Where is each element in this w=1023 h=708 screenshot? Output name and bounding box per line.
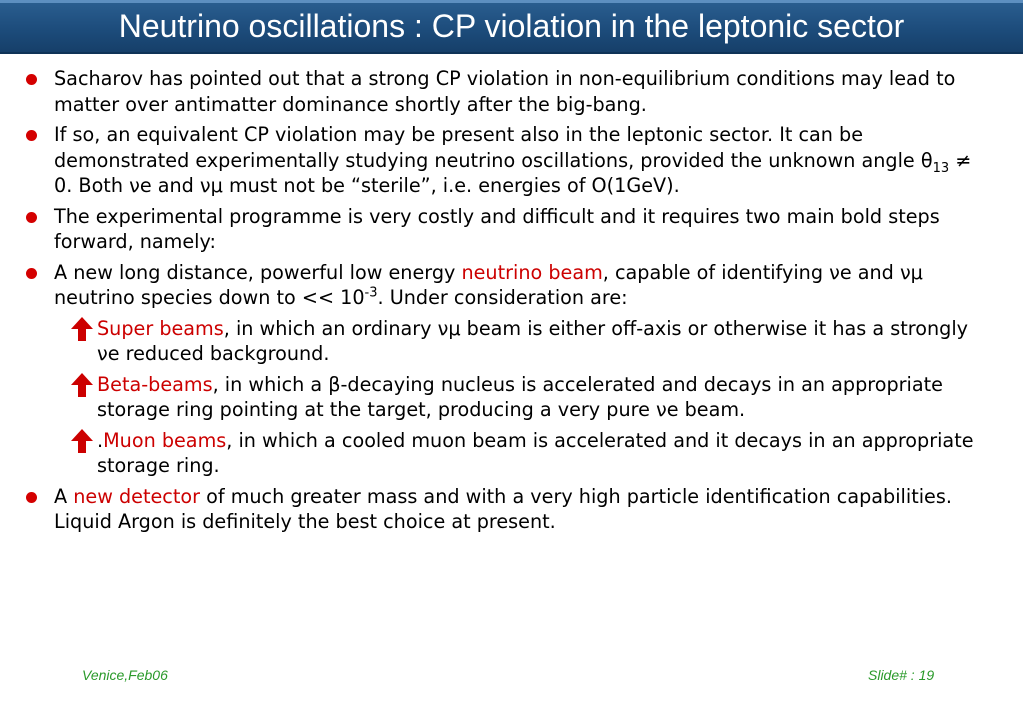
bullet-text: A new long distance, powerful low energy: [54, 260, 462, 284]
highlight-beta-beams: Beta-beams: [97, 372, 213, 396]
bullet-text: must not be “sterile”, i.e. energies of O(1GeV).: [222, 174, 680, 197]
title-bar: [0, 0, 1023, 54]
bullet-text: of much greater mass and with a very high particle identification capabilities. Liquid Argon is definitely the best choice at present.: [54, 484, 952, 533]
red-up-arrow-icon: [70, 372, 94, 398]
beta-symbol: β: [328, 372, 341, 396]
bullet-text: neutrino species down to << 10: [54, 286, 365, 309]
bullet-text: , capable of identifying: [602, 260, 830, 284]
sub-bullet-text: e reduced background.: [107, 342, 330, 365]
slide-content: [0, 66, 1023, 540]
bullet-dot-icon: [26, 268, 37, 279]
red-up-arrow-icon: [70, 316, 94, 342]
sub-bullet-text: e beam.: [666, 398, 746, 421]
sub-bullet-item: [0, 316, 1023, 367]
sub-bullet-text: , in which a: [212, 372, 329, 396]
bullet-text: Sacharov has pointed out that a strong CP violation in non-equilibrium conditions may lead to matter over antimatter dominance shortly after the big-bang.: [54, 67, 956, 116]
red-up-arrow-icon: [70, 428, 94, 454]
sub-bullet-text: .: [97, 428, 104, 452]
bullet-dot-icon: [26, 212, 37, 223]
footer-venue: Venice,Feb06: [82, 667, 168, 683]
theta-subscript: 13: [932, 160, 950, 176]
nu-mu-symbol: νμ: [199, 174, 223, 197]
sub-bullet-text: beam is either off-axis or otherwise it has a strongly: [460, 316, 969, 340]
sub-bullet-item: [0, 372, 1023, 423]
bullet-text: e and: [139, 174, 200, 197]
highlight-muon-beams: Muon beams: [103, 428, 227, 452]
slide-title: Neutrino oscillations : CP violation in the leptonic sector: [118, 8, 905, 44]
bullet-text: e and: [839, 260, 900, 284]
highlight-neutrino-beam: neutrino beam: [461, 260, 603, 284]
bullet-dot-icon: [26, 492, 37, 503]
nu-symbol: ν: [97, 342, 108, 365]
bullet-text: . Under consideration are:: [377, 286, 628, 309]
bullet-item: [0, 484, 1023, 535]
sub-bullet-text: -decaying nucleus is accelerated and decays in an appropriate storage ring pointing at the target, producing a very pure: [97, 372, 943, 421]
nu-mu-symbol: νμ: [899, 260, 923, 284]
bullet-text: If so, an equivalent CP violation may be present also in the leptonic sector. It can be demonstrated experimentally studying neutrino oscillations, provided the unknown angle: [54, 123, 921, 172]
bullet-item: [0, 66, 1023, 117]
nu-symbol: ν: [829, 260, 840, 284]
highlight-super-beams: Super beams: [97, 316, 224, 340]
bullet-dot-icon: [26, 74, 37, 85]
theta-symbol: θ: [920, 148, 933, 172]
nu-symbol: ν: [129, 174, 140, 197]
footer-slide-number: Slide# : 19: [868, 667, 935, 683]
nu-mu-symbol: νμ: [437, 316, 461, 340]
bullet-text: ≠ 0. Both: [54, 148, 972, 197]
nu-symbol: ν: [655, 398, 667, 421]
bullet-item: [0, 122, 1023, 199]
sub-bullet-text: , in which an ordinary: [223, 316, 438, 340]
sub-bullet-item: [0, 428, 1023, 479]
bullet-text: The experimental programme is very costly and difficult and it requires two main bold steps forward, namely:: [54, 204, 940, 253]
sub-bullet-text: , in which a cooled muon beam is accelerated and it decays in an appropriate storage ring.: [97, 428, 974, 477]
exponent: -3: [364, 285, 378, 301]
highlight-new-detector: new detector: [73, 484, 201, 508]
bullet-text: A: [54, 484, 74, 508]
bullet-dot-icon: [26, 130, 37, 141]
bullet-item: [0, 204, 1023, 255]
bullet-item: [0, 260, 1023, 311]
